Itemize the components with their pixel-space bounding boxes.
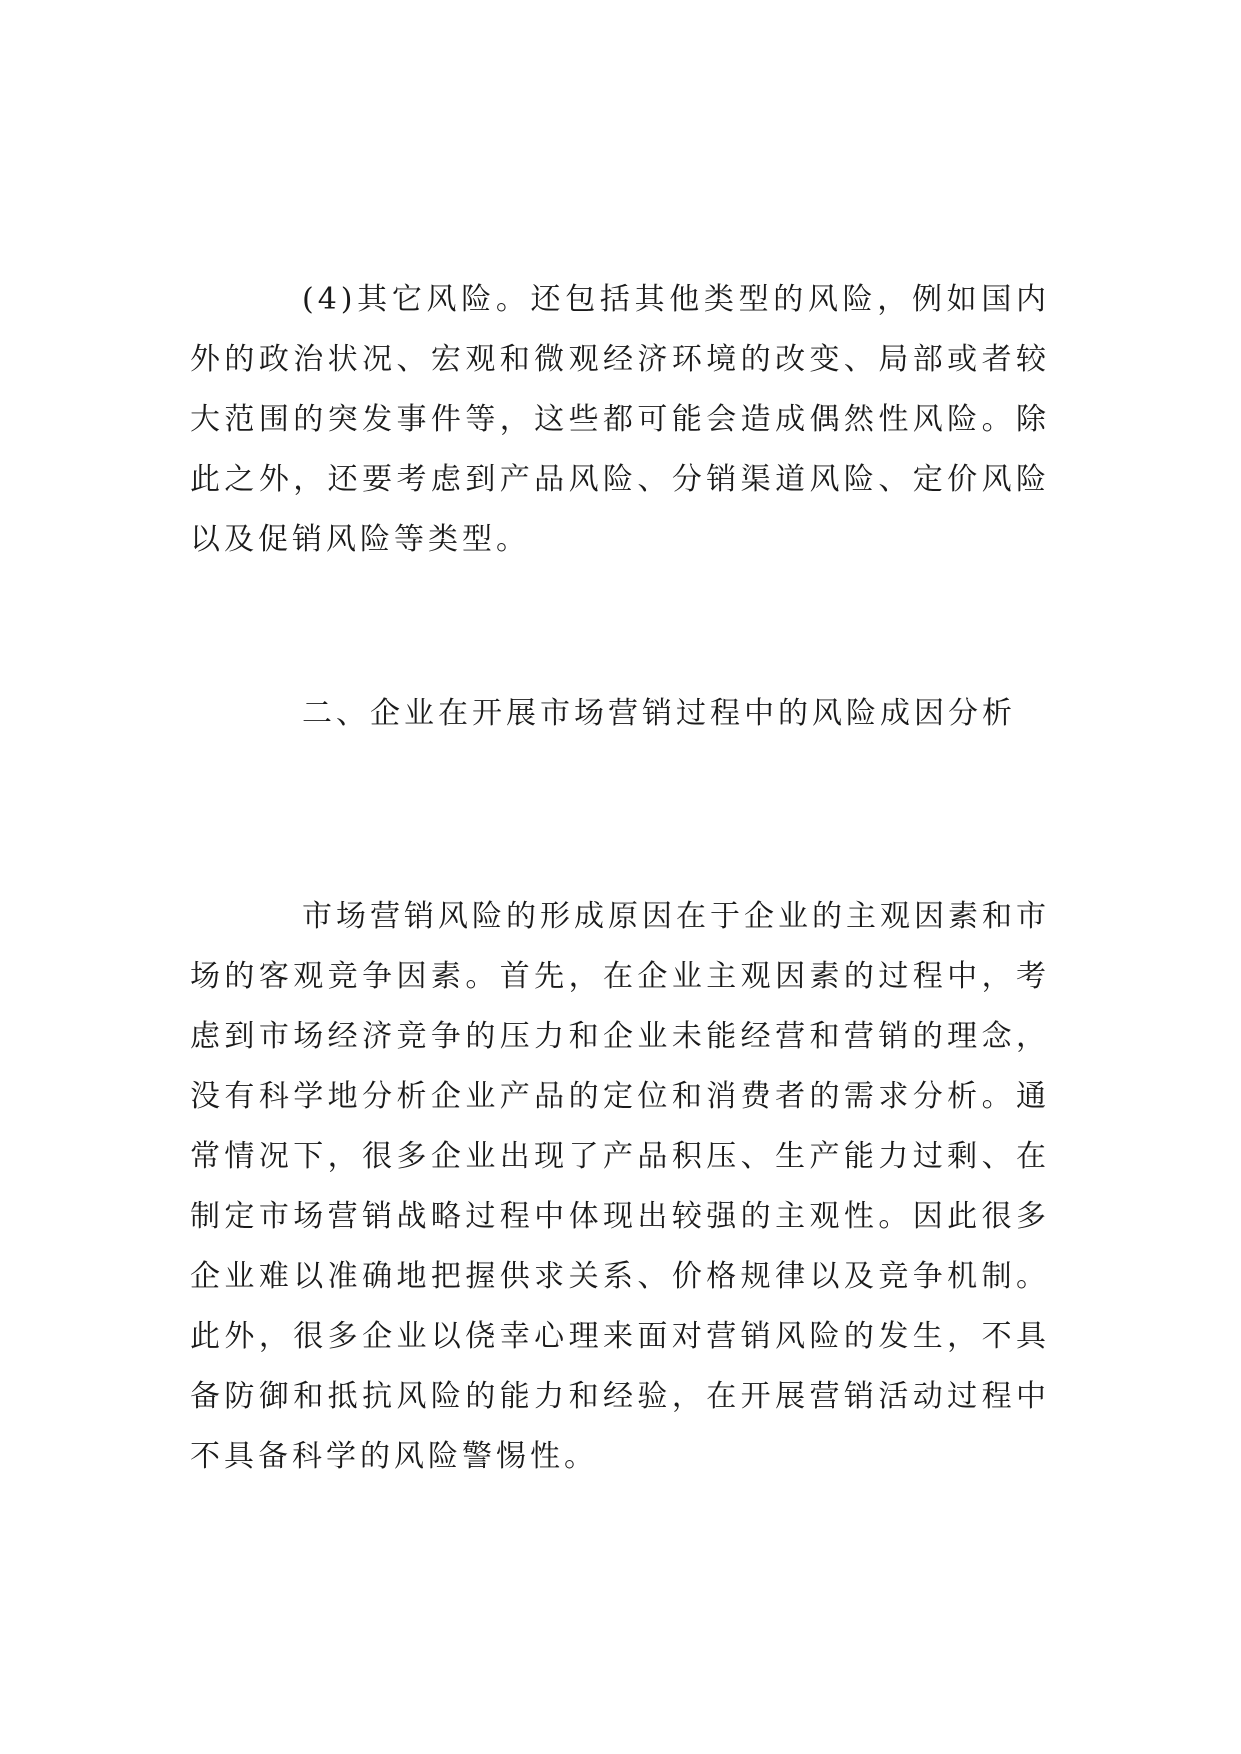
paragraph-other-risks: (4)其它风险。还包括其他类型的风险，例如国内外的政治状况、宏观和微观经济环境的改变、局部或者较大范围的突发事件等，这些都可能会造成偶然性风险。除此之外，还要考虑到产品风险、分销渠道风险、定价风险以及促销风险等类型。 <box>190 282 1050 557</box>
paragraph-risk-causes: 市场营销风险的形成原因在于企业的主观因素和市场的客观竞争因素。首先，在企业主观因素的过程中，考虑到市场经济竞争的压力和企业未能经营和营销的理念，没有科学地分析企业产品的定位和消费者的需求分析。通常情况下，很多企业出现了产品积压、生产能力过剩、在制定市场营销战略过程中体现出较强的主观性。因此很多企业难以准确地把握供求关系、价格规律以及竞争机制。此外，很多企业以侥幸心理来面对营销风险的发生，不具备防御和抵抗风险的能力和经验，在开展营销活动过程中不具备科学的风险警惕性。 <box>190 899 1050 1474</box>
section-heading: 二、企业在开展市场营销过程中的风险成因分析 <box>302 696 1016 731</box>
